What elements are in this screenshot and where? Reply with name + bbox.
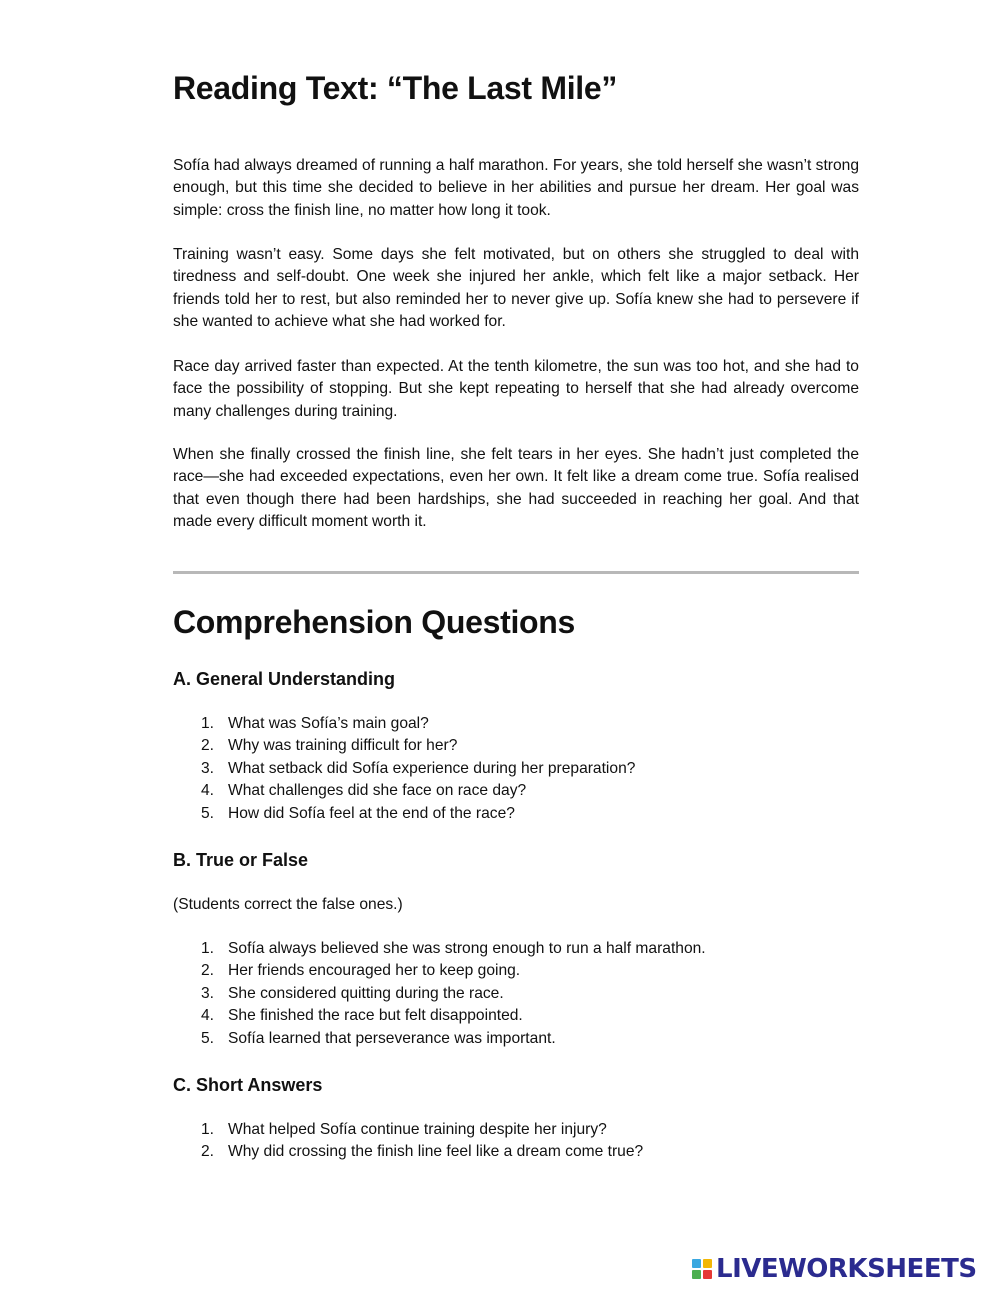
liveworksheets-logo <box>692 1254 977 1284</box>
item-number: 4. <box>201 782 215 800</box>
item-text: What setback did Sofía experience during her preparation? <box>228 759 636 777</box>
logo-text: LIVEWORKSHEETS <box>716 1254 977 1284</box>
reading-title: Reading Text: “The Last Mile” <box>173 70 618 106</box>
list-item <box>173 1028 706 1050</box>
list-item <box>173 1119 643 1141</box>
item-number: 1. <box>201 715 215 732</box>
item-text: Why did crossing the finish line feel like a dream come true? <box>228 1143 644 1161</box>
item-text: She considered quitting during the race. <box>228 984 504 1002</box>
item-text: What was Sofía’s main goal? <box>228 715 429 732</box>
item-number: 3. <box>201 759 215 777</box>
item-number: 3. <box>201 984 215 1002</box>
item-number: 4. <box>201 1007 215 1025</box>
reading-paragraph-1: Sofía had always dreamed of running a half marathon. For years, she told herself she wasn’t strong enough, but this time she decided to believe in her abilities and pursue her dream. Her goal was simple: cross the finish line, no matter how long it took. <box>173 157 859 219</box>
logo-square <box>692 1270 701 1279</box>
item-number: 2. <box>201 737 215 755</box>
list-item <box>173 758 635 780</box>
section-b-heading: B. True or False <box>173 850 309 870</box>
section-b-list <box>173 938 706 1050</box>
item-text: She finished the race but felt disappointed. <box>228 1007 523 1025</box>
item-text: Sofía learned that perseverance was important. <box>228 1029 556 1047</box>
section-a-list <box>173 713 635 825</box>
liveworksheets-logo-icon <box>692 1259 712 1279</box>
reading-paragraph-2: Training wasn’t easy. Some days she felt motivated, but on others she struggled to deal with tiredness and self-doubt. One week she injured her ankle, which felt like a major setback. Her friends told her to rest, but also reminded her to never give up. Sofía knew she had to persevere if she wanted to achieve what she had worked for. <box>173 246 859 330</box>
item-number: 2. <box>201 962 215 980</box>
section-c-heading: C. Short Answers <box>173 1075 323 1095</box>
list-item <box>173 735 635 757</box>
questions-title: Comprehension Questions <box>173 604 576 640</box>
item-text: What helped Sofía continue training despite her injury? <box>228 1121 607 1138</box>
item-text: Her friends encouraged her to keep going. <box>228 962 521 980</box>
item-text: What challenges did she face on race day? <box>228 782 527 800</box>
item-number: 1. <box>201 940 215 957</box>
logo-square <box>703 1270 712 1279</box>
item-text: Sofía always believed she was strong enough to run a half marathon. <box>228 940 706 957</box>
list-item <box>173 713 635 735</box>
section-divider <box>173 571 859 574</box>
item-text: Why was training difficult for her? <box>228 737 458 755</box>
section-a-heading: A. General Understanding <box>173 669 396 689</box>
item-number: 5. <box>201 804 215 822</box>
list-item <box>173 938 706 960</box>
reading-paragraph-3: Race day arrived faster than expected. At the tenth kilometre, the sun was too hot, and she had to face the possibility of stopping. But she kept repeating to herself that she had already overcome many challenges during training. <box>173 358 859 420</box>
logo-square <box>692 1259 701 1268</box>
list-item <box>173 1141 643 1163</box>
item-number: 2. <box>201 1143 215 1161</box>
item-number: 5. <box>201 1029 215 1047</box>
reading-paragraph-4: When she finally crossed the finish line, she felt tears in her eyes. She hadn’t just completed the race—she had exceeded expectations, even her own. It felt like a dream come true. Sofía realised that even though there had been hardships, she had succeeded in reaching her goal. And that made every difficult moment worth it. <box>173 446 859 530</box>
list-item <box>173 960 706 982</box>
section-c-list <box>173 1119 643 1164</box>
list-item <box>173 1005 706 1027</box>
section-b-note: (Students correct the false ones.) <box>173 896 403 913</box>
item-number: 1. <box>201 1121 215 1138</box>
list-item <box>173 983 706 1005</box>
logo-square <box>703 1259 712 1268</box>
item-text: How did Sofía feel at the end of the race? <box>228 804 515 822</box>
list-item <box>173 803 635 825</box>
list-item <box>173 780 635 802</box>
